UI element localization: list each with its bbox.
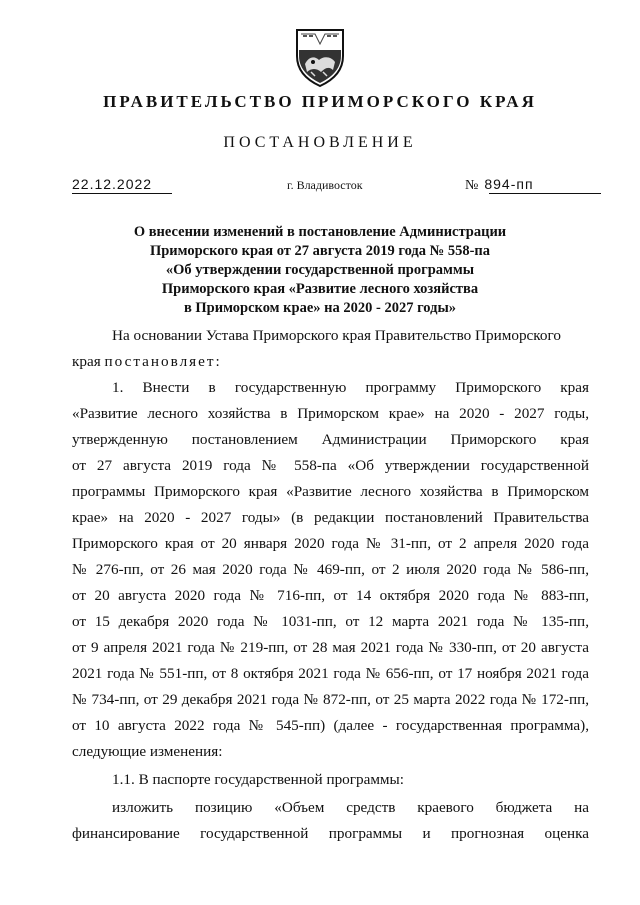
paragraph-line: «Развитие лесного хозяйства в Приморском крае» на 2020 - 2027 годы, — [72, 405, 589, 422]
paragraph-line: финансирование государственной программы и прогнозная оценка — [72, 825, 589, 842]
heading-line: Приморского края «Развитие лесного хозяйства — [161, 281, 479, 297]
date-underline — [72, 193, 172, 194]
document-heading — [110, 223, 530, 318]
resolves-word: постановляет: — [104, 353, 222, 370]
paragraph-line: № 734-пп, от 29 декабря 2021 года № 872-пп, от 25 марта 2022 года № 172-пп, — [72, 691, 589, 708]
intro-prefix: края — [72, 353, 105, 370]
paragraph-line: программы Приморского края «Развитие лесного хозяйства в Приморском — [72, 483, 589, 500]
paragraph-line: Приморского края от 20 января 2020 года № 31-пп, от 2 апреля 2020 года — [72, 535, 589, 552]
heading-line: в Приморском крае» на 2020 - 2027 годы» — [183, 300, 457, 316]
heading-line: Приморского края от 27 августа 2019 года № 558-па — [149, 243, 491, 259]
number-value: 894-пп — [484, 176, 534, 192]
coat-of-arms-icon — [293, 26, 347, 88]
heading-line: О внесении изменений в постановление Администрации — [133, 224, 507, 240]
paragraph-line: 1. Внести в государственную программу Приморского края — [112, 379, 589, 396]
paragraph-line: № 276-пп, от 26 мая 2020 года № 469-пп, от 2 июля 2020 года № 586-пп, — [72, 561, 589, 578]
paragraph-line: от 27 августа 2019 года № 558-па «Об утверждении государственной — [72, 457, 589, 474]
number-underline — [489, 193, 601, 194]
paragraph-line: от 9 апреля 2021 года № 219-пп, от 28 мая 2021 года № 330-пп, от 20 августа — [72, 639, 589, 656]
paragraph-line: от 20 августа 2020 года № 716-пп, от 14 октября 2020 года № 883-пп, — [72, 587, 589, 604]
intro-line — [72, 352, 589, 372]
document-city: г. Владивосток — [287, 178, 363, 192]
paragraph-line: от 10 августа 2022 года № 545-пп) (далее - государственная программа), — [72, 717, 589, 734]
date-value: 22.12.2022 — [72, 176, 153, 192]
heading-line: «Об утверждении государственной программы — [165, 262, 475, 278]
document-date — [72, 176, 152, 192]
paragraph-line: изложить позицию «Объем средств краевого бюджета на — [112, 799, 589, 816]
number-prefix: № — [465, 178, 479, 193]
document-number — [465, 176, 534, 194]
subsection-heading: 1.1. В паспорте государственной программы: — [112, 771, 404, 788]
paragraph-line: утвержденную постановлением Администрации Приморского края — [72, 431, 589, 448]
document-type: ПОСТАНОВЛЕНИЕ — [223, 134, 417, 151]
intro-line: На основании Устава Приморского края Правительство Приморского — [112, 327, 561, 344]
paragraph-line: крае» на 2020 - 2027 годы» (в редакции постановлений Правительства — [72, 509, 589, 526]
organization-title: ПРАВИТЕЛЬСТВО ПРИМОРСКОГО КРАЯ — [103, 92, 537, 111]
paragraph-line: следующие изменения: — [72, 743, 223, 760]
paragraph-line: от 15 декабря 2020 года № 1031-пп, от 12 марта 2021 года № 135-пп, — [72, 613, 589, 630]
paragraph-line: 2021 года № 551-пп, от 8 октября 2021 года № 656-пп, от 17 ноября 2021 года — [72, 665, 589, 682]
